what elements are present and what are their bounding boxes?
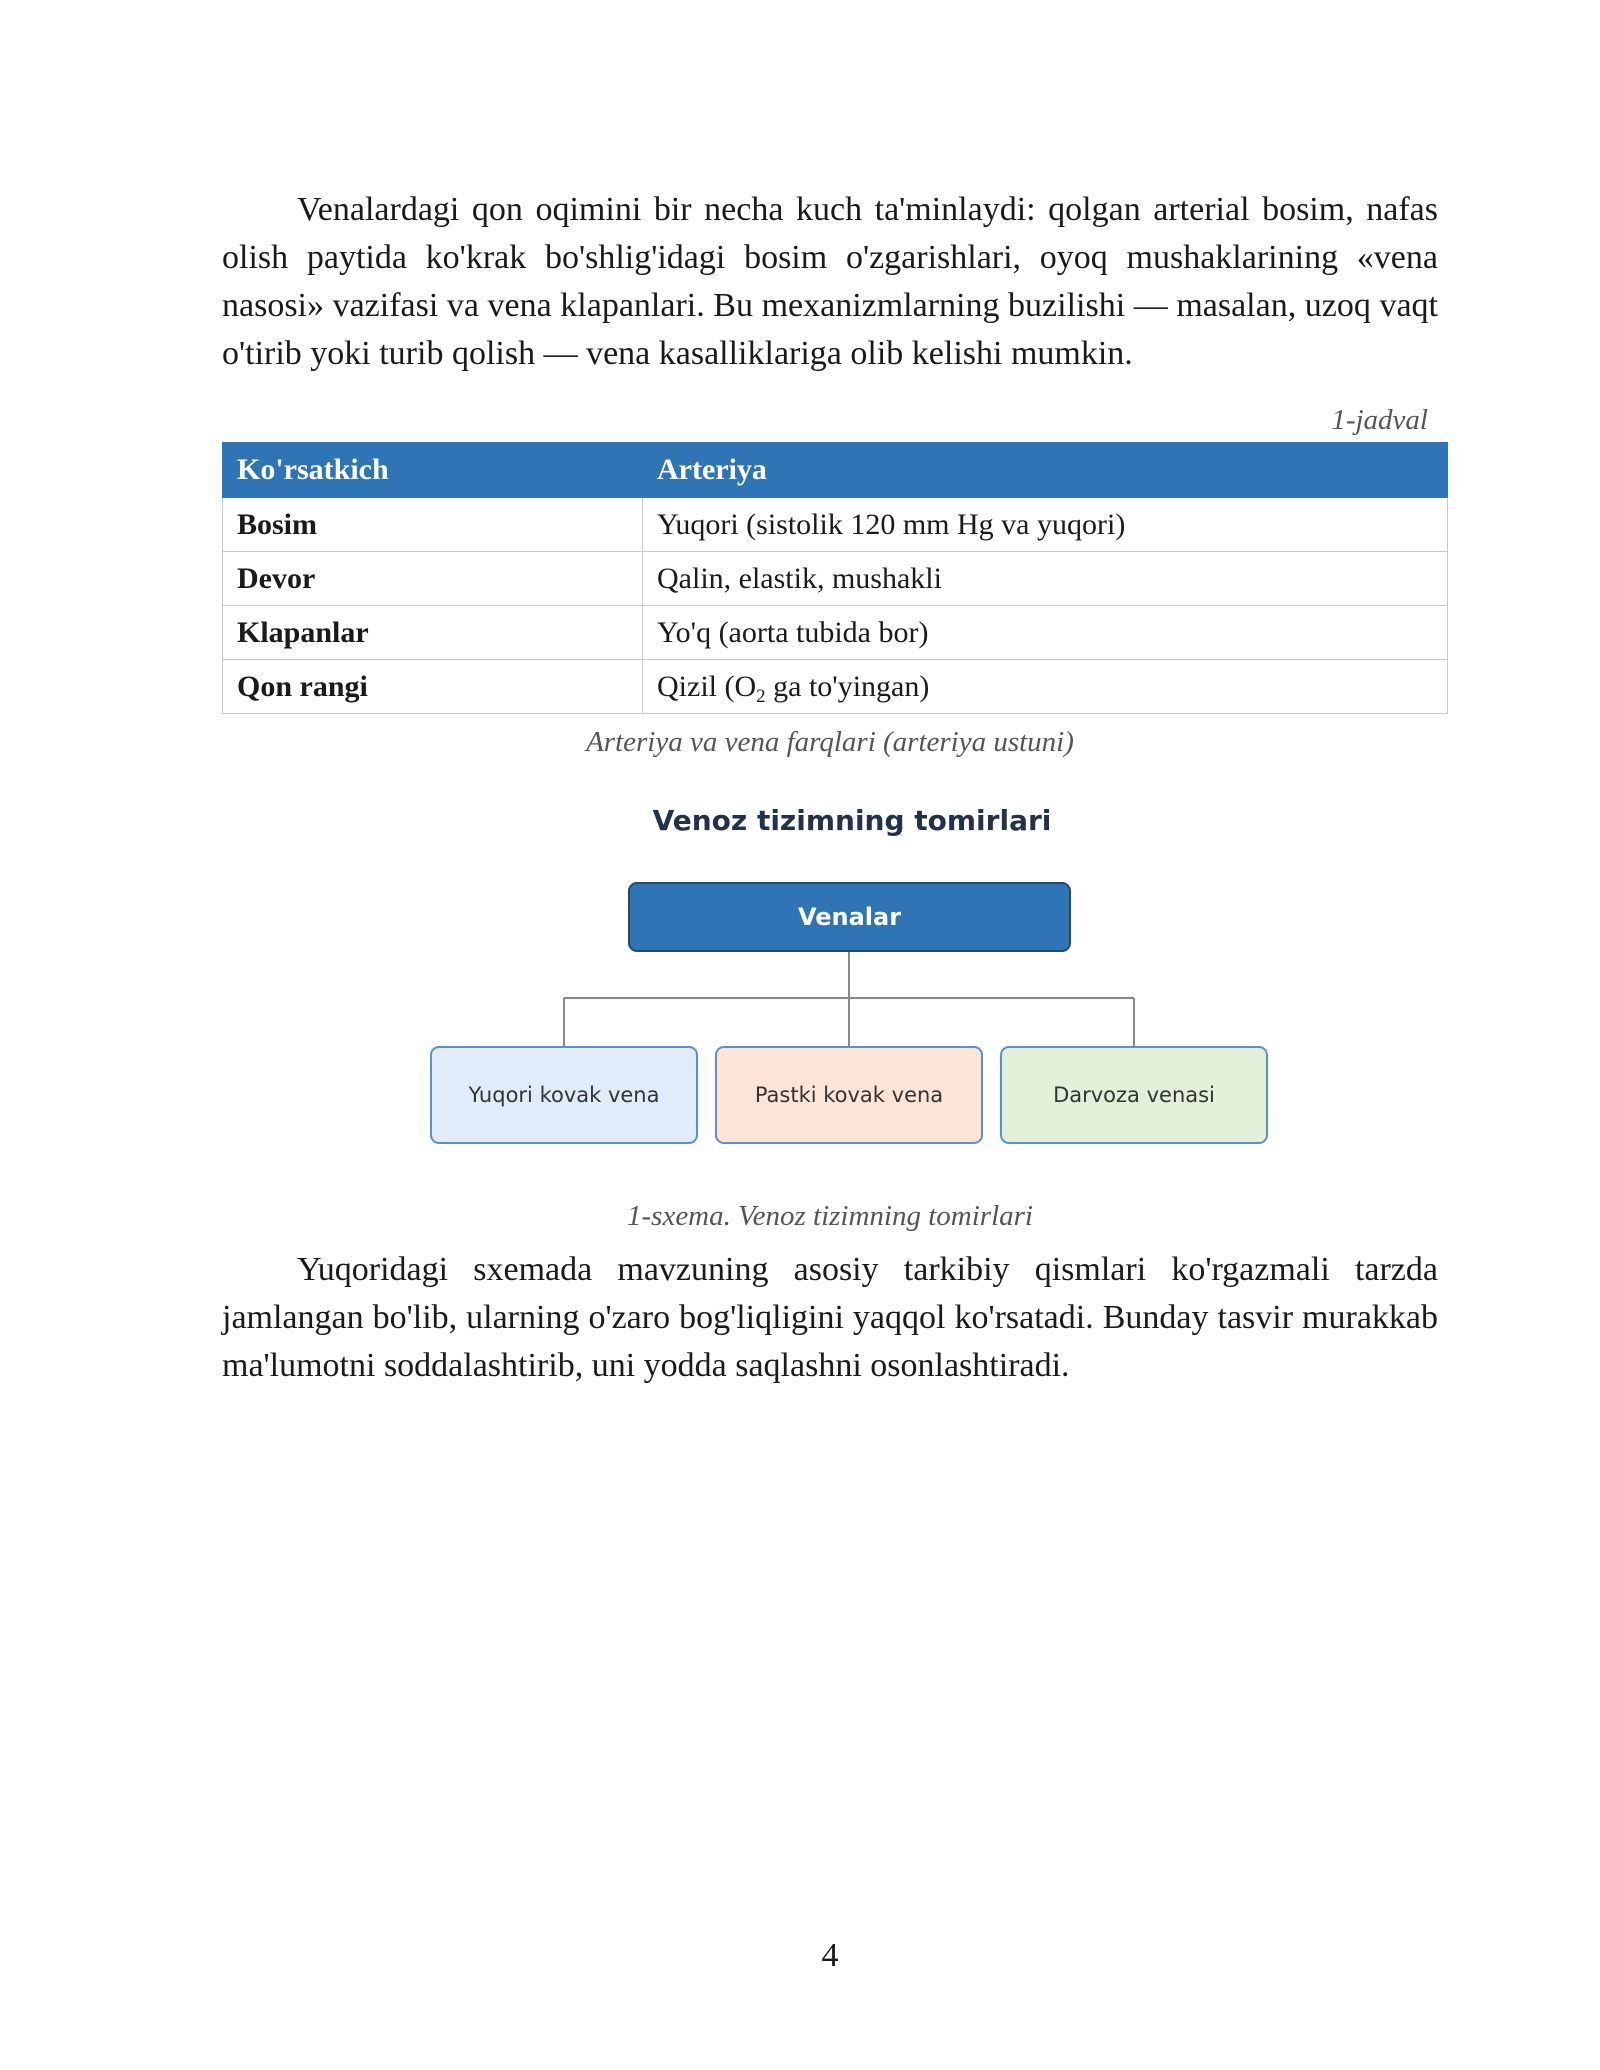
row-value-text: Qizil (O: [657, 669, 757, 703]
table-header-indicator: Ko'rsatkich: [223, 443, 643, 498]
diagram-node-root: Venalar: [628, 882, 1071, 952]
row-key: Bosim: [223, 498, 643, 552]
table-row: [223, 552, 1448, 606]
row-value-text-after: ga to'yingan): [765, 669, 930, 703]
table-row: [223, 606, 1448, 660]
table-row: [223, 660, 1448, 714]
comparison-table: [222, 442, 1448, 714]
table-row: [223, 498, 1448, 552]
row-key: Klapanlar: [223, 606, 643, 660]
table-header-row: [223, 443, 1448, 498]
row-key: Devor: [223, 552, 643, 606]
page-body: [222, 186, 1438, 1390]
diagram-caption: 1-sxema. Venoz tizimning tomirlari: [627, 1200, 1033, 1232]
closing-paragraph: Yuqoridagi sxemada mavzuning asosiy tarkibiy qismlari ko'rgazmali tarzda jamlangan bo'lib, ularning o'zaro bog'liqligini yaqqol ko'rsatadi. Bunday tasvir murakkab ma'lumotni soddalashtirib, uni yodda saqlashni osonlashtiradi.: [222, 1251, 1438, 1384]
page-number: 4: [821, 1937, 839, 1974]
row-value: [643, 660, 1448, 714]
table-header-artery: Arteriya: [643, 443, 1448, 498]
diagram-node-child: Darvoza venasi: [1000, 1046, 1268, 1144]
row-value: Yuqori (sistolik 120 mm Hg va yuqori): [643, 498, 1448, 552]
row-value: Yo'q (aorta tubida bor): [643, 606, 1448, 660]
diagram-node-child: Pastki kovak vena: [715, 1046, 983, 1144]
hierarchy-diagram: [222, 774, 1438, 1194]
table-label: 1-jadval: [1331, 404, 1428, 436]
diagram-title: Venoz tizimning tomirlari: [652, 804, 1052, 837]
row-key: Qon rangi: [223, 660, 643, 714]
intro-paragraph: Venalardagi qon oqimini bir necha kuch ta'minlaydi: qolgan arterial bosim, nafas olish paytida ko'krak bo'shlig'idagi bosim o'zgarishlari, oyoq mushaklarining «vena nasosi» vazifasi va vena klapanlari. Bu mexanizmlarning buzilishi — masalan, uzoq vaqt o'tirib yoki turib qolish — vena kasalliklariga olib kelishi mumkin.: [222, 191, 1438, 372]
table-caption: Arteriya va vena farqlari (arteriya ustuni): [586, 726, 1074, 758]
row-value: Qalin, elastik, mushakli: [643, 552, 1448, 606]
diagram-node-child: Yuqori kovak vena: [430, 1046, 698, 1144]
row-value-subscript: 2: [756, 685, 766, 707]
